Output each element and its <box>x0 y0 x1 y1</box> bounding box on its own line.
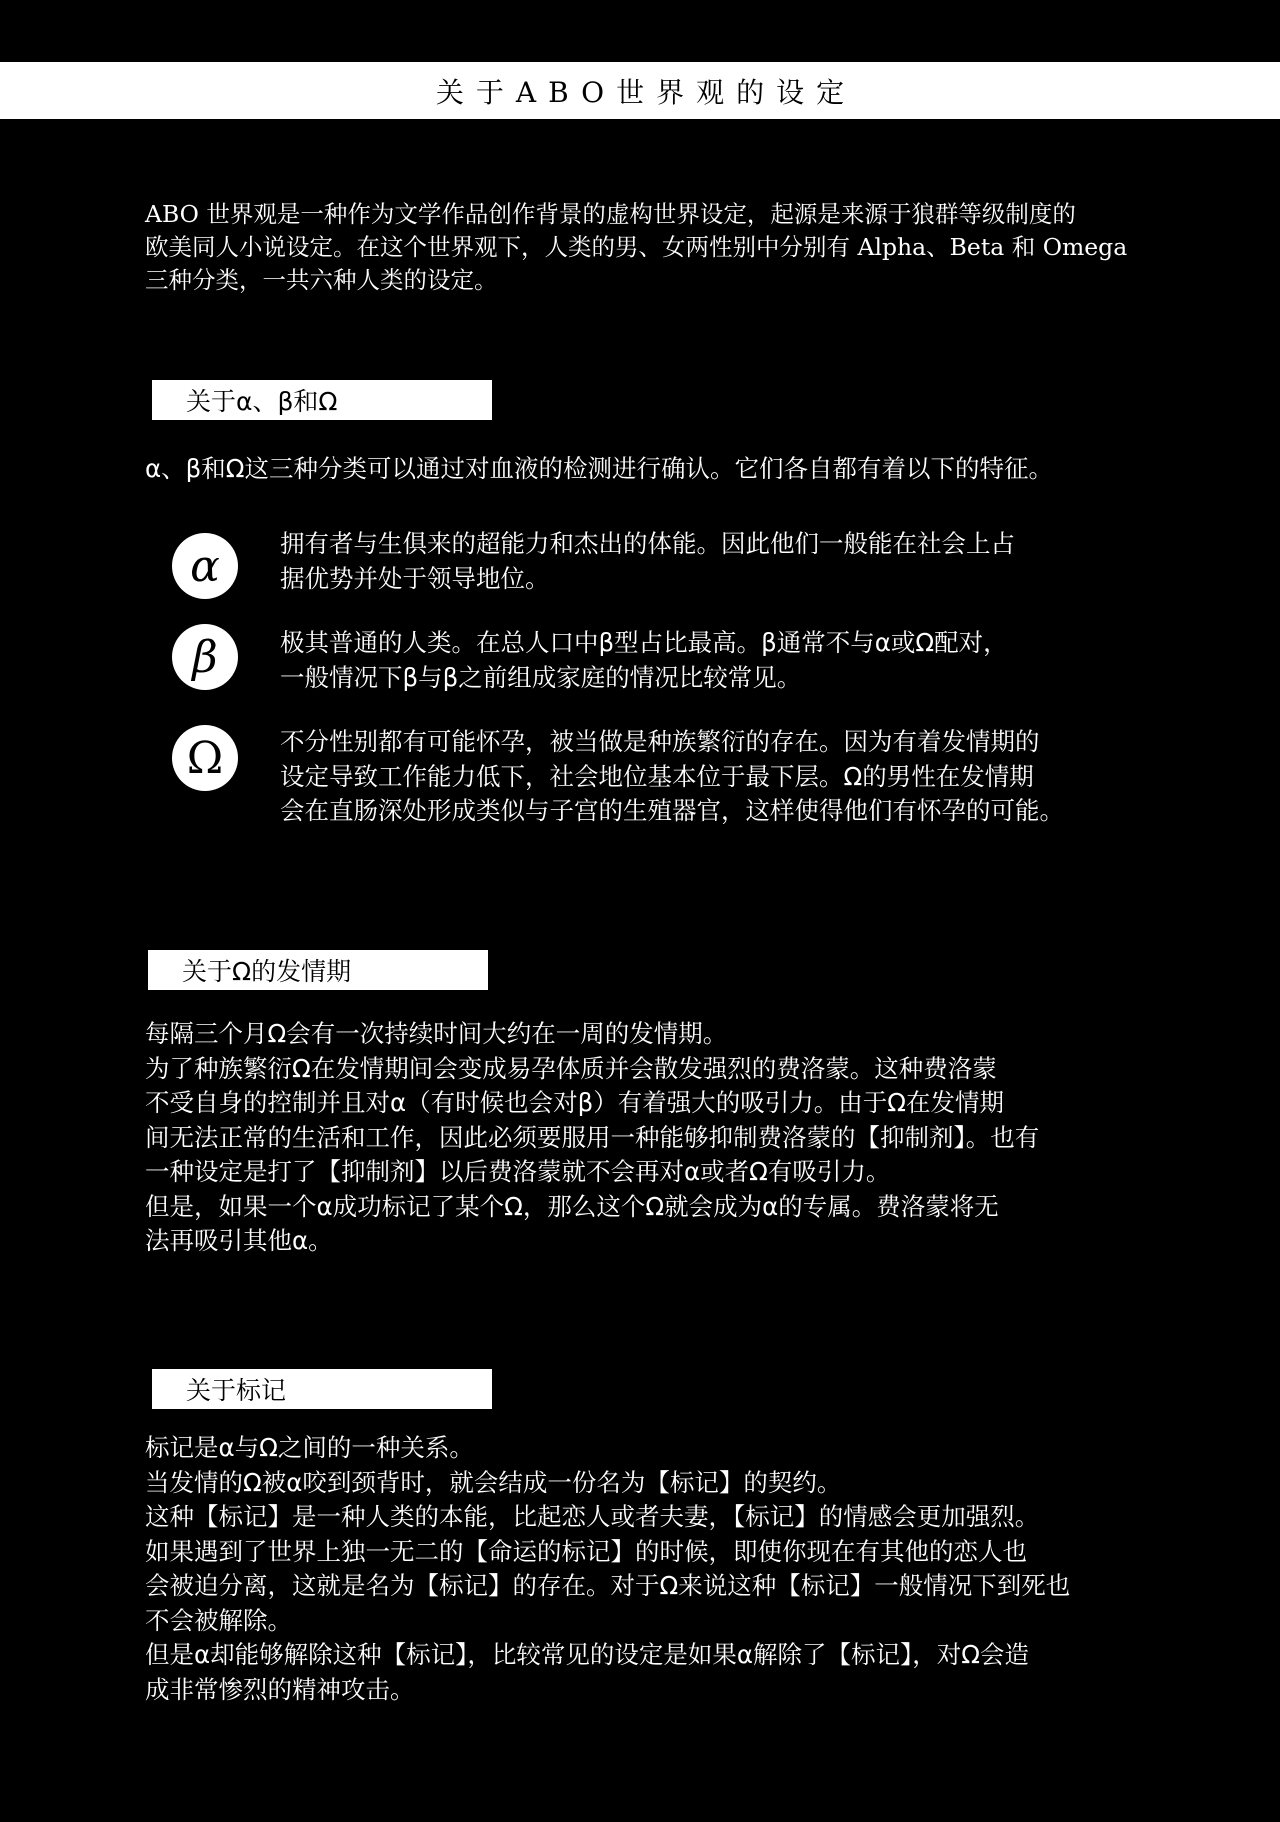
section-label-text: 关于α、β和Ω <box>186 387 338 416</box>
body-line: 不会被解除。 <box>145 1605 292 1635</box>
type-description <box>280 626 1008 695</box>
alpha-icon: α <box>172 533 238 599</box>
section-label-mark <box>152 1369 492 1409</box>
body-line: 会被迫分离，这就是名为【标记】的存在。对于Ω来说这种【标记】一般情况下到死也 <box>145 1571 1071 1600</box>
type-description <box>280 725 1064 829</box>
section-label-text: 关于Ω的发情期 <box>182 957 352 986</box>
section-label-heat <box>148 950 488 990</box>
body-line: 一种设定是打了【抑制剂】以后费洛蒙就不会再对α或者Ω有吸引力。 <box>145 1157 891 1186</box>
body-line: 如果遇到了世界上独一无二的【命运的标记】的时候，即使你现在有其他的恋人也 <box>145 1536 1027 1566</box>
page-title-bar <box>0 62 1280 119</box>
section-types-lead <box>145 452 1053 487</box>
intro-line: ABO 世界观是一种作为文学作品创作背景的虚构世界设定，起源是来源于狼群等级制度的 <box>145 200 1076 228</box>
intro-paragraph <box>145 198 1195 297</box>
section-mark-body <box>145 1431 1070 1707</box>
body-line: 间无法正常的生活和工作，因此必须要服用一种能够抑制费洛蒙的【抑制剂】。也有 <box>145 1122 1040 1152</box>
body-line: 标记是α与Ω之间的一种关系。 <box>145 1433 474 1462</box>
intro-line: 三种分类，一共六种人类的设定。 <box>145 266 498 294</box>
body-line: 为了种族繁衍Ω在发情期间会变成易孕体质并会散发强烈的费洛蒙。这种费洛蒙 <box>145 1053 997 1083</box>
description-line: 据优势并处于领导地位。 <box>280 563 550 593</box>
section-label-text: 关于标记 <box>186 1376 287 1405</box>
description-line: 极其普通的人类。在总人口中β型占比最高。β通常不与α或Ω配对， <box>280 628 1008 657</box>
description-line: 会在直肠深处形成类似与子宫的生殖器官，这样使得他们有怀孕的可能。 <box>280 796 1064 825</box>
description-line: 不分性别都有可能怀孕，被当做是种族繁衍的存在。因为有着发情期的 <box>280 727 1040 756</box>
lead-line: α、β和Ω这三种分类可以通过对血液的检测进行确认。它们各自都有着以下的特征。 <box>145 454 1054 483</box>
body-line: 当发情的Ω被α咬到颈背时，就会结成一份名为【标记】的契约。 <box>145 1467 842 1497</box>
description-line: 一般情况下β与β之前组成家庭的情况比较常见。 <box>280 662 802 692</box>
body-line: 这种【标记】是一种人类的本能，比起恋人或者夫妻，【标记】的情感会更加强烈。 <box>145 1502 1040 1531</box>
type-description <box>280 527 1015 596</box>
body-line: 不受自身的控制并且对α（有时候也会对β）有着强大的吸引力。由于Ω在发情期 <box>145 1088 1005 1117</box>
description-line: 设定导致工作能力低下，社会地位基本位于最下层。Ω的男性在发情期 <box>280 761 1034 791</box>
body-line: 但是α却能够解除这种【标记】，比较常见的设定是如果α解除了【标记】，对Ω会造 <box>145 1640 1030 1669</box>
omega-icon: Ω <box>172 725 238 791</box>
body-line: 但是，如果一个α成功标记了某个Ω，那么这个Ω就会成为α的专属。费洛蒙将无 <box>145 1191 999 1221</box>
section-label-types <box>152 380 492 420</box>
section-heat-body <box>145 1017 1039 1259</box>
intro-line: 欧美同人小说设定。在这个世界观下，人类的男、女两性别中分别有 Alpha、Beta 和 Omega <box>145 233 1128 261</box>
body-line: 每隔三个月Ω会有一次持续时间大约在一周的发情期。 <box>145 1019 728 1048</box>
body-line: 成非常惨烈的精神攻击。 <box>145 1674 415 1704</box>
beta-icon: β <box>172 624 238 690</box>
description-line: 拥有者与生俱来的超能力和杰出的体能。因此他们一般能在社会上占 <box>280 529 1015 558</box>
page-title: 关于ABO世界观的设定 <box>435 75 857 109</box>
body-line: 法再吸引其他α。 <box>145 1226 333 1255</box>
